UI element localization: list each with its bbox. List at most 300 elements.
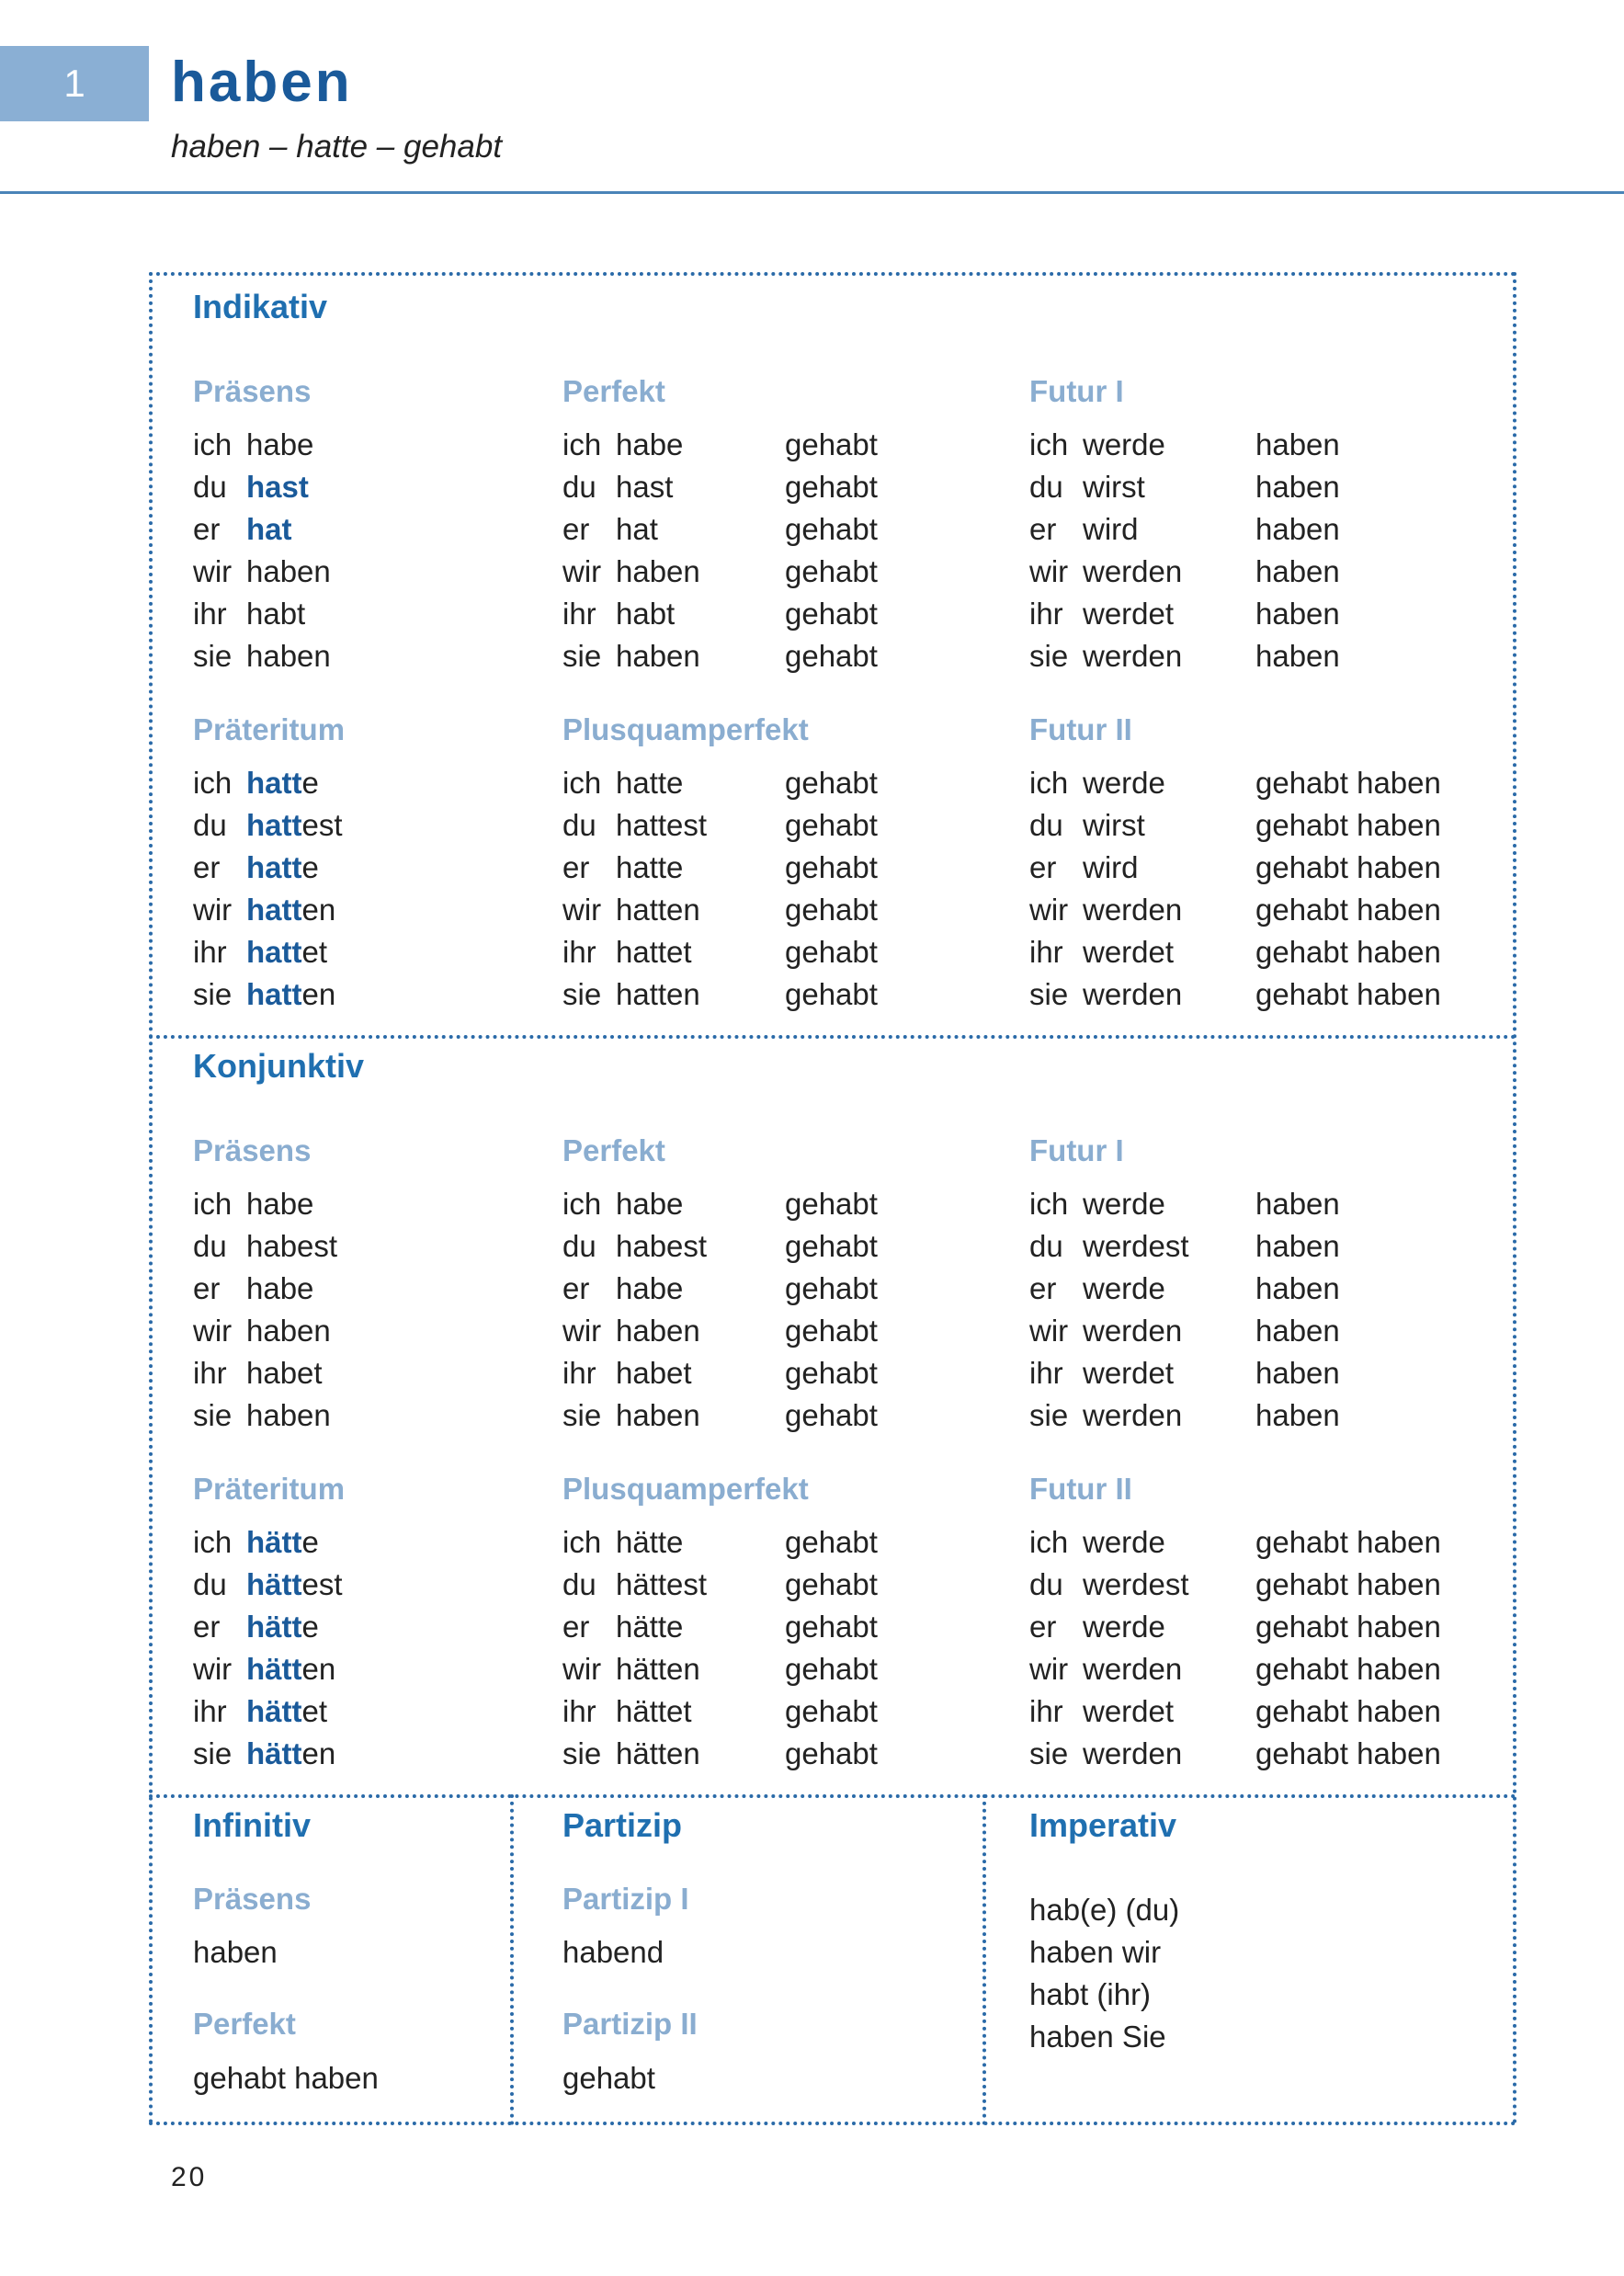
pronoun: ihr xyxy=(1029,935,1063,969)
participle: gehabt xyxy=(785,470,878,504)
regular-part: en xyxy=(301,893,336,927)
verb-form xyxy=(616,1524,683,1561)
column-divider-1 xyxy=(510,1794,514,2125)
regular-part: habt xyxy=(246,597,306,631)
regular-part: werde xyxy=(1083,1610,1165,1644)
konjunktiv-plusquamperfekt-title: Plusquamperfekt xyxy=(562,1472,809,1506)
regular-part: hätten xyxy=(616,1652,700,1686)
verb-form xyxy=(246,807,343,844)
verb-form xyxy=(246,1186,313,1223)
regular-part: hast xyxy=(616,470,674,504)
verb-form xyxy=(1083,1651,1182,1688)
verb-form xyxy=(1083,1355,1174,1392)
verb-form xyxy=(246,638,331,675)
irregular-stem: hätt xyxy=(246,1694,302,1728)
pronoun: ich xyxy=(1029,1525,1069,1559)
regular-part: werdet xyxy=(1083,597,1175,631)
section-title-indikativ: Indikativ xyxy=(193,288,328,325)
participle: gehabt haben xyxy=(1255,850,1441,884)
regular-part: en xyxy=(301,977,336,1011)
pronoun: du xyxy=(562,1229,596,1263)
participle: gehabt xyxy=(785,935,878,969)
verb-form xyxy=(246,553,331,590)
irregular-stem: hatt xyxy=(246,850,302,884)
verb-form xyxy=(1083,1735,1182,1772)
regular-part: werden xyxy=(1083,554,1183,588)
regular-part: werden xyxy=(1083,1736,1183,1770)
participle: gehabt xyxy=(785,1525,878,1559)
pronoun: ich xyxy=(562,427,602,461)
verb-form xyxy=(616,1397,700,1434)
verb-form xyxy=(616,1566,707,1603)
regular-part: wird xyxy=(1083,512,1139,546)
participle: gehabt xyxy=(785,1398,878,1432)
pronoun: sie xyxy=(1029,1398,1069,1432)
konjunktiv-perfekt-title: Perfekt xyxy=(562,1133,665,1167)
verb-form xyxy=(1083,976,1182,1013)
pronoun: wir xyxy=(1029,554,1069,588)
participle: haben xyxy=(1255,1314,1340,1348)
pronoun: wir xyxy=(562,1652,602,1686)
pronoun: du xyxy=(193,1229,227,1263)
konjunktiv-futur-ii-title: Futur II xyxy=(1029,1472,1132,1506)
pronoun: du xyxy=(1029,1229,1063,1263)
verb-form xyxy=(1083,1397,1182,1434)
regular-part: habe xyxy=(616,1187,684,1221)
pronoun: ihr xyxy=(193,597,227,631)
indikativ-futur-ii-title: Futur II xyxy=(1029,712,1132,746)
pronoun: er xyxy=(1029,512,1057,546)
pronoun: wir xyxy=(193,1652,233,1686)
participle: gehabt xyxy=(785,1271,878,1305)
verb-form xyxy=(246,765,319,802)
infinitiv-praesens-value: haben xyxy=(193,1935,278,1969)
pronoun: er xyxy=(193,1610,221,1644)
imperativ-form: hab(e) (du) xyxy=(1029,1893,1180,1927)
partizip-1-value: habend xyxy=(562,1935,664,1969)
verb-form xyxy=(1083,638,1182,675)
pronoun: du xyxy=(562,808,596,842)
regular-part: haben xyxy=(616,554,700,588)
pronoun: sie xyxy=(562,639,602,673)
participle: gehabt xyxy=(785,1314,878,1348)
regular-part: haben xyxy=(246,1398,331,1432)
principal-parts: haben – hatte – gehabt xyxy=(171,129,503,165)
verb-form xyxy=(1083,892,1182,928)
pronoun: ihr xyxy=(193,1694,227,1728)
verb-form xyxy=(616,469,673,506)
irregular-stem: hätt xyxy=(246,1736,302,1770)
irregular-stem: hat xyxy=(246,512,292,546)
verb-form xyxy=(246,427,313,463)
pronoun: du xyxy=(562,470,596,504)
verb-form xyxy=(616,638,700,675)
regular-part: werdest xyxy=(1083,1567,1189,1601)
participle: haben xyxy=(1255,1356,1340,1390)
page-number: 20 xyxy=(171,2162,208,2192)
regular-part: hat xyxy=(616,512,658,546)
participle: haben xyxy=(1255,470,1340,504)
regular-part: hatte xyxy=(616,766,684,800)
participle: gehabt xyxy=(785,808,878,842)
participle: gehabt xyxy=(785,512,878,546)
participle: gehabt xyxy=(785,1187,878,1221)
verb-form xyxy=(1083,596,1174,632)
irregular-stem: hatt xyxy=(246,766,302,800)
regular-part: habet xyxy=(246,1356,323,1390)
participle: gehabt xyxy=(785,766,878,800)
regular-part: haben xyxy=(246,1314,331,1348)
irregular-stem: hatt xyxy=(246,808,302,842)
regular-part: e xyxy=(301,850,319,884)
pronoun: wir xyxy=(562,554,602,588)
imperativ-form: haben Sie xyxy=(1029,2020,1166,2054)
pronoun: er xyxy=(1029,850,1057,884)
regular-part: et xyxy=(301,1694,328,1728)
pronoun: ich xyxy=(193,1187,233,1221)
verb-form xyxy=(246,1609,319,1645)
pronoun: ihr xyxy=(193,1356,227,1390)
irregular-stem: hätt xyxy=(246,1610,302,1644)
regular-part: hätte xyxy=(616,1525,684,1559)
irregular-stem: hatt xyxy=(246,977,302,1011)
regular-part: werde xyxy=(1083,1187,1165,1221)
participle: gehabt xyxy=(785,1229,878,1263)
pronoun: er xyxy=(562,512,590,546)
regular-part: haben xyxy=(616,1398,700,1432)
verb-form xyxy=(1083,1228,1189,1265)
regular-part: werden xyxy=(1083,639,1183,673)
section-divider-konjunktiv xyxy=(149,1035,1516,1039)
regular-part: e xyxy=(301,1525,319,1559)
verb-form xyxy=(246,1397,331,1434)
participle: gehabt xyxy=(785,1567,878,1601)
regular-part: habet xyxy=(616,1356,692,1390)
verb-form xyxy=(246,1735,335,1772)
verb-form xyxy=(246,976,335,1013)
regular-part: hattest xyxy=(616,808,708,842)
verb-form xyxy=(1083,1609,1165,1645)
verb-form xyxy=(616,976,700,1013)
verb-form xyxy=(616,1313,700,1349)
infinitiv-perfekt-label: Perfekt xyxy=(193,2007,296,2041)
regular-part: hätte xyxy=(616,1610,684,1644)
participle: gehabt haben xyxy=(1255,1610,1441,1644)
section-title-infinitiv: Infinitiv xyxy=(193,1806,311,1844)
pronoun: ihr xyxy=(193,935,227,969)
pronoun: wir xyxy=(562,893,602,927)
participle: gehabt xyxy=(785,597,878,631)
pronoun: sie xyxy=(1029,977,1069,1011)
participle: gehabt haben xyxy=(1255,1525,1441,1559)
pronoun: er xyxy=(562,1271,590,1305)
pronoun: wir xyxy=(1029,1314,1069,1348)
indikativ-praeteritum-title: Präteritum xyxy=(193,712,346,746)
pronoun: sie xyxy=(193,639,233,673)
konjunktiv-futur-i-title: Futur I xyxy=(1029,1133,1124,1167)
participle: gehabt xyxy=(785,977,878,1011)
pronoun: ihr xyxy=(1029,1356,1063,1390)
verb-form xyxy=(616,807,707,844)
section-divider-bottom xyxy=(149,1794,1516,1798)
regular-part: habe xyxy=(246,1187,314,1221)
pronoun: ihr xyxy=(1029,1694,1063,1728)
verb-form xyxy=(616,427,683,463)
partizip-1-label: Partizip I xyxy=(562,1882,689,1916)
regular-part: hattet xyxy=(616,935,692,969)
partizip-2-label: Partizip II xyxy=(562,2007,698,2041)
pronoun: ich xyxy=(193,766,233,800)
pronoun: wir xyxy=(193,1314,233,1348)
verb-form xyxy=(246,1270,313,1307)
pronoun: wir xyxy=(193,554,233,588)
imperativ-form: haben wir xyxy=(1029,1935,1162,1969)
verb-form xyxy=(246,511,292,548)
verb-form xyxy=(616,1186,683,1223)
regular-part: e xyxy=(301,766,319,800)
participle: gehabt haben xyxy=(1255,766,1441,800)
verb-form xyxy=(1083,1313,1182,1349)
konjunktiv-praeteritum-title: Präteritum xyxy=(193,1472,346,1506)
regular-part: werden xyxy=(1083,1652,1183,1686)
verb-form xyxy=(246,934,327,971)
regular-part: e xyxy=(301,1610,319,1644)
regular-part: werdet xyxy=(1083,1356,1175,1390)
pronoun: er xyxy=(1029,1610,1057,1644)
pronoun: wir xyxy=(1029,893,1069,927)
participle: gehabt xyxy=(785,893,878,927)
verb-form xyxy=(616,934,692,971)
verb-form xyxy=(616,849,683,886)
regular-part: est xyxy=(301,1567,343,1601)
verb-form xyxy=(246,1355,323,1392)
verb-form xyxy=(246,892,335,928)
verb-form xyxy=(1083,469,1145,506)
verb-form xyxy=(1083,553,1182,590)
pronoun: du xyxy=(193,1567,227,1601)
verb-form xyxy=(246,1524,319,1561)
regular-part: habe xyxy=(246,427,314,461)
regular-part: hätten xyxy=(616,1736,700,1770)
regular-part: werdet xyxy=(1083,1694,1175,1728)
participle: gehabt haben xyxy=(1255,893,1441,927)
regular-part: hatte xyxy=(616,850,684,884)
pronoun: sie xyxy=(1029,639,1069,673)
participle: gehabt haben xyxy=(1255,1652,1441,1686)
pronoun: ich xyxy=(562,1187,602,1221)
pronoun: du xyxy=(1029,470,1063,504)
pronoun: ihr xyxy=(562,1694,596,1728)
header-rule xyxy=(0,191,1624,194)
verb-form xyxy=(616,511,658,548)
verb-form xyxy=(616,1693,692,1730)
participle: haben xyxy=(1255,427,1340,461)
verb-form xyxy=(616,1355,692,1392)
pronoun: ich xyxy=(1029,427,1069,461)
regular-part: werde xyxy=(1083,427,1165,461)
pronoun: du xyxy=(1029,1567,1063,1601)
regular-part: werdest xyxy=(1083,1229,1189,1263)
regular-part: werden xyxy=(1083,977,1183,1011)
regular-part: werdet xyxy=(1083,935,1175,969)
pronoun: sie xyxy=(562,977,602,1011)
verb-form xyxy=(1083,511,1139,548)
pronoun: ich xyxy=(1029,1187,1069,1221)
irregular-stem: hatt xyxy=(246,893,302,927)
pronoun: sie xyxy=(562,1398,602,1432)
section-title-imperativ: Imperativ xyxy=(1029,1806,1177,1844)
participle: haben xyxy=(1255,597,1340,631)
participle: gehabt xyxy=(785,850,878,884)
regular-part: habe xyxy=(616,427,684,461)
pronoun: er xyxy=(193,512,221,546)
pronoun: wir xyxy=(193,893,233,927)
verb-form xyxy=(1083,807,1145,844)
regular-part: habest xyxy=(246,1229,338,1263)
participle: gehabt xyxy=(785,1736,878,1770)
participle: haben xyxy=(1255,512,1340,546)
verb-form xyxy=(246,1693,327,1730)
participle: gehabt haben xyxy=(1255,808,1441,842)
regular-part: wirst xyxy=(1083,470,1145,504)
pronoun: du xyxy=(193,808,227,842)
pronoun: er xyxy=(193,850,221,884)
participle: gehabt xyxy=(785,1652,878,1686)
regular-part: werden xyxy=(1083,1314,1183,1348)
verb-form xyxy=(616,892,700,928)
regular-part: haben xyxy=(616,639,700,673)
pronoun: er xyxy=(562,850,590,884)
regular-part: werde xyxy=(1083,1271,1165,1305)
pronoun: ich xyxy=(1029,766,1069,800)
verb-form xyxy=(1083,1693,1174,1730)
indikativ-futur-i-title: Futur I xyxy=(1029,374,1124,408)
pronoun: ihr xyxy=(562,935,596,969)
verb-form xyxy=(246,849,319,886)
irregular-stem: hätt xyxy=(246,1567,302,1601)
participle: haben xyxy=(1255,554,1340,588)
participle: gehabt haben xyxy=(1255,1567,1441,1601)
regular-part: werden xyxy=(1083,893,1183,927)
pronoun: wir xyxy=(1029,1652,1069,1686)
participle: haben xyxy=(1255,1271,1340,1305)
column-divider-2 xyxy=(982,1794,986,2125)
indikativ-perfekt-title: Perfekt xyxy=(562,374,665,408)
verb-form xyxy=(1083,849,1139,886)
pronoun: ich xyxy=(562,1525,602,1559)
section-title-partizip: Partizip xyxy=(562,1806,683,1844)
pronoun: du xyxy=(562,1567,596,1601)
infinitiv-praesens-label: Präsens xyxy=(193,1882,312,1916)
partizip-2-value: gehabt xyxy=(562,2061,655,2095)
verb-form xyxy=(246,1313,331,1349)
pronoun: sie xyxy=(562,1736,602,1770)
pronoun: er xyxy=(1029,1271,1057,1305)
regular-part: haben xyxy=(246,554,331,588)
verb-form xyxy=(246,469,309,506)
irregular-stem: hätt xyxy=(246,1652,302,1686)
verb-form xyxy=(616,596,675,632)
participle: haben xyxy=(1255,639,1340,673)
participle: gehabt xyxy=(785,1356,878,1390)
participle: gehabt xyxy=(785,1694,878,1728)
chapter-number-box: 1 xyxy=(0,46,149,121)
participle: gehabt haben xyxy=(1255,935,1441,969)
participle: haben xyxy=(1255,1398,1340,1432)
pronoun: ihr xyxy=(562,1356,596,1390)
verb-form xyxy=(616,1735,700,1772)
verb-form xyxy=(616,1651,700,1688)
participle: gehabt xyxy=(785,427,878,461)
verb-form xyxy=(1083,427,1165,463)
regular-part: hatten xyxy=(616,893,700,927)
regular-part: hättest xyxy=(616,1567,708,1601)
section-title-konjunktiv: Konjunktiv xyxy=(193,1047,364,1085)
regular-part: hatten xyxy=(616,977,700,1011)
indikativ-plusquamperfekt-title: Plusquamperfekt xyxy=(562,712,809,746)
pronoun: ihr xyxy=(1029,597,1063,631)
pronoun: er xyxy=(193,1271,221,1305)
pronoun: sie xyxy=(193,977,233,1011)
regular-part: habest xyxy=(616,1229,708,1263)
pronoun: ich xyxy=(193,1525,233,1559)
regular-part: wirst xyxy=(1083,808,1145,842)
indikativ-praesens-title: Präsens xyxy=(193,374,312,408)
pronoun: du xyxy=(1029,808,1063,842)
verb-form xyxy=(616,553,700,590)
pronoun: sie xyxy=(193,1398,233,1432)
participle: gehabt haben xyxy=(1255,1694,1441,1728)
pronoun: ihr xyxy=(562,597,596,631)
regular-part: et xyxy=(301,935,328,969)
pronoun: ich xyxy=(562,766,602,800)
participle: gehabt xyxy=(785,1610,878,1644)
regular-part: werde xyxy=(1083,766,1165,800)
pronoun: er xyxy=(562,1610,590,1644)
infinitiv-perfekt-value: gehabt haben xyxy=(193,2061,379,2095)
pronoun: ich xyxy=(193,427,233,461)
verb-form xyxy=(616,1609,683,1645)
participle: gehabt haben xyxy=(1255,977,1441,1011)
verb-form xyxy=(246,596,305,632)
verb-form xyxy=(1083,1566,1189,1603)
pronoun: sie xyxy=(1029,1736,1069,1770)
verb-form xyxy=(616,1228,707,1265)
verb-title: haben xyxy=(171,51,353,114)
regular-part: werden xyxy=(1083,1398,1183,1432)
regular-part: habe xyxy=(616,1271,684,1305)
participle: gehabt xyxy=(785,639,878,673)
regular-part: werde xyxy=(1083,1525,1165,1559)
verb-form xyxy=(1083,1270,1165,1307)
regular-part: habt xyxy=(616,597,676,631)
regular-part: est xyxy=(301,808,343,842)
verb-form xyxy=(246,1651,335,1688)
pronoun: sie xyxy=(193,1736,233,1770)
regular-part: hättet xyxy=(616,1694,692,1728)
irregular-stem: hätt xyxy=(246,1525,302,1559)
imperativ-form: habt (ihr) xyxy=(1029,1977,1152,2011)
verb-form xyxy=(616,765,683,802)
verb-form xyxy=(246,1228,337,1265)
participle: gehabt haben xyxy=(1255,1736,1441,1770)
verb-form xyxy=(1083,934,1174,971)
verb-form xyxy=(246,1566,343,1603)
pronoun: du xyxy=(193,470,227,504)
regular-part: wird xyxy=(1083,850,1139,884)
participle: haben xyxy=(1255,1187,1340,1221)
regular-part: haben xyxy=(616,1314,700,1348)
